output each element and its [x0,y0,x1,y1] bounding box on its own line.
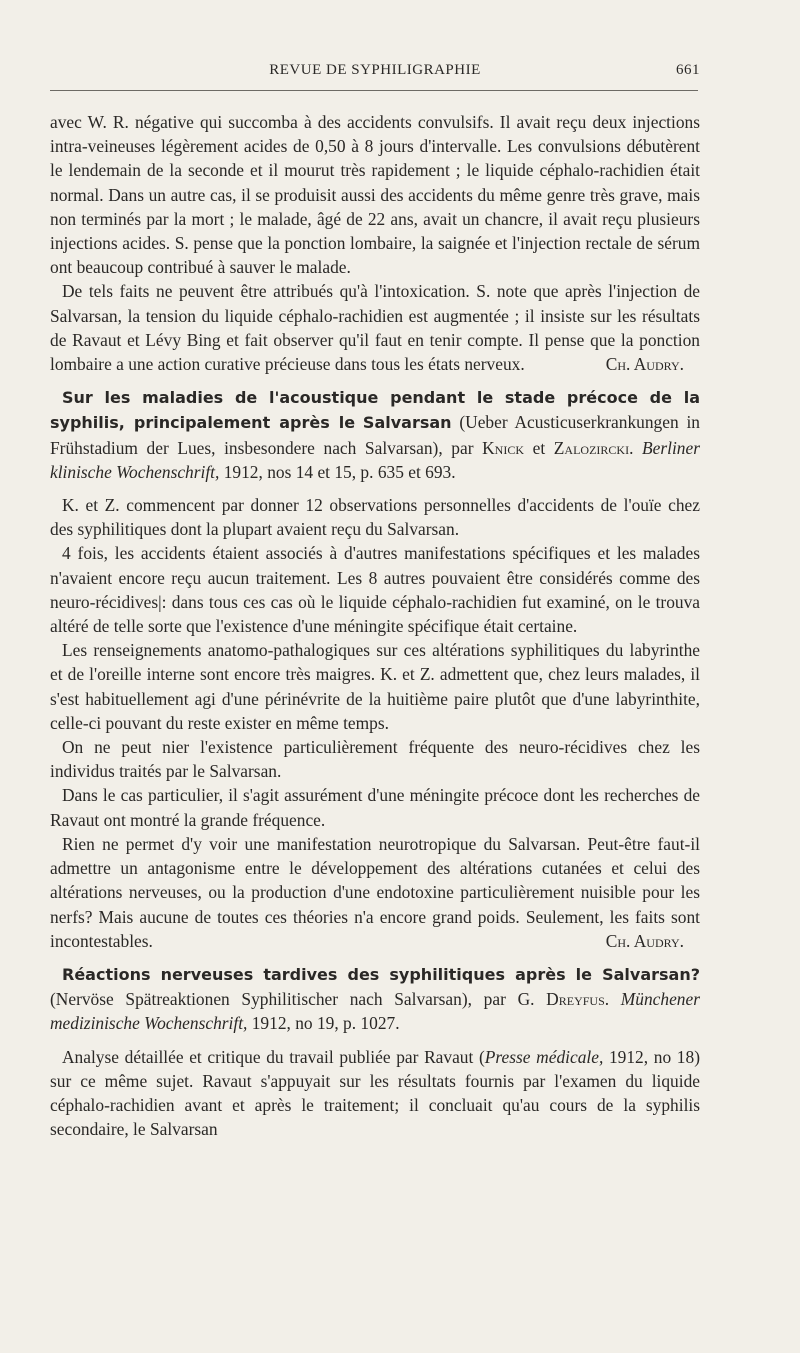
header-rule [50,90,698,91]
article-title: Réactions nerveuses tardives des syphilitiques après le Salvarsan? [62,964,700,984]
paragraph [50,110,700,279]
paragraph [50,493,700,541]
paragraph [50,541,700,638]
author-name: Knick [482,437,525,458]
separator: . [629,437,643,458]
paragraph-text: Rien ne permet d'y voir une manifestation neurotropique du Salvarsan. Peut-être faut-il admettre un antagonisme entre le développement des altérations cutanées et celui des altérations nerveuses, ou la production d'une endotoxine particulièrement nuisible pour les nerfs? Mais aucune de toutes ces théories n'a encore grand poids. Seulement, les faits sont incontestables. [50,833,700,951]
article-title: Sur les maladies de l'acoustique pendant le stade précoce de la syphilis, principalement après le [50,388,700,433]
paragraph [50,279,700,376]
article-title-german: (Nervöse Spätreaktionen Syphilitischer nach Salvarsan), par G. [50,989,547,1010]
paragraph-text: De tels faits ne peuvent être attribués qu'à l'intoxication. S. note que après l'injection de Salvarsan, la tension du liquide céphalo-rachidien est augmentée ; il insiste sur les résultats de Ravaut et Lévy Bing et fait observer qu'il faut en tenir compte. Il pense que la ponction lombaire a une action curative précieuse dans tous les états nerveux. [50,281,700,375]
signature: Ch. Audry. [605,354,684,375]
article-title-salvarsan: Salvarsan [362,413,452,433]
page-number: 661 [676,62,700,78]
paragraph-text: Dans le cas particulier, il s'agit assurément d'une méningite précoce dont les recherches de Ravaut ont montré la grande fréquence. [50,785,700,830]
paragraph-text: Analyse détaillée et critique du travail publiée par Ravaut ( [62,1046,485,1067]
document-page [50,0,700,1353]
paragraph-text: On ne peut nier l'existence particulièrement fréquente des neuro-récidives chez les individus traités par le Salvarsan. [50,737,700,782]
paragraph [50,832,700,953]
running-head [50,62,700,86]
paragraph [50,1045,700,1142]
citation-ref: 1912, no 19, p. 1027. [247,1013,400,1034]
article-heading [50,962,700,1036]
paragraph-text: avec W. R. négative qui succomba à des accidents convulsifs. Il avait reçu deux injections intra-veineuses légèrement acides de 0,50 à 8 jours d'intervalle. Les convulsions débutèrent le lendemain de la seconde et il mourut très rapidement ; le liquide céphalo-rachidien était normal. Dans un autre cas, il se produisit aussi des accidents du même genre très grave, mais non terminés par la mort ; le malade, âgé de 22 ans, avait un chancre, il avait reçu plusieurs injections acides. S. pense que la ponction lombaire, la saignée et l'injection rectale de sérum ont beaucoup contribué à sauver le malade. [50,112,700,278]
citation-ref: 1912, nos 14 et 15, p. 635 et 693. [219,461,456,482]
paragraph-text: 4 fois, les accidents étaient associés à d'autres manifestations spécifiques et les malades n'avaient encore reçu aucun traitement. Les 8 autres pouvaient être considérés comme des neuro-récidives|: dans tous ces cas où le liquide céphalo-rachidien fut examiné, on le trouva altéré de telle sorte que l'existence d'une méningite spécifique était certaine. [50,543,700,637]
paragraph-text: K. et Z. commencent par donner 12 observations personnelles d'accidents de l'ouïe chez des syphilitiques dont la plupart avaient reçu du Salvarsan. [50,495,700,540]
paragraph [50,783,700,831]
running-title: REVUE DE SYPHILIGRAPHIE [269,62,481,78]
journal-name: Berliner klinische Wochenschrift, [50,437,700,482]
author-name: Dreyfus [546,989,605,1010]
article-title-german: (Ueber Acusticuserkrankungen in Frühstadium der Lues, insbesondere nach Salvarsan), par [50,412,700,458]
separator: . [604,989,621,1010]
paragraph-text: 1912, no 18) sur ce même sujet. Ravaut s'appuyait sur les résultats fournis par l'examen du liquide céphalo-rachidien avant et après le traitement; il concluait qu'au cours de la syphilis secondaire, le Salvarsan [50,1046,700,1140]
article-heading [50,385,700,484]
paragraph [50,735,700,783]
body-text [50,110,700,1141]
author-name: Zalozircki [553,437,630,458]
signature: Ch. Audry. [605,930,684,951]
conjunction: et [524,437,554,458]
journal-name: Münchener medizinische Wochenschrift, [50,989,700,1034]
paragraph-text: Les renseignements anatomo-pathalogiques sur ces altérations syphilitiques du labyrinthe et de l'oreille interne sont encore très maigres. K. et Z. admettent que, chez leurs malades, il s'est habituellement agi d'une périnévrite de la huitième paire plutôt que d'une labyrinthite, celle-ci pouvant du reste exister en même temps. [50,640,700,733]
journal-name: Presse médicale, [484,1046,604,1067]
paragraph [50,638,700,735]
